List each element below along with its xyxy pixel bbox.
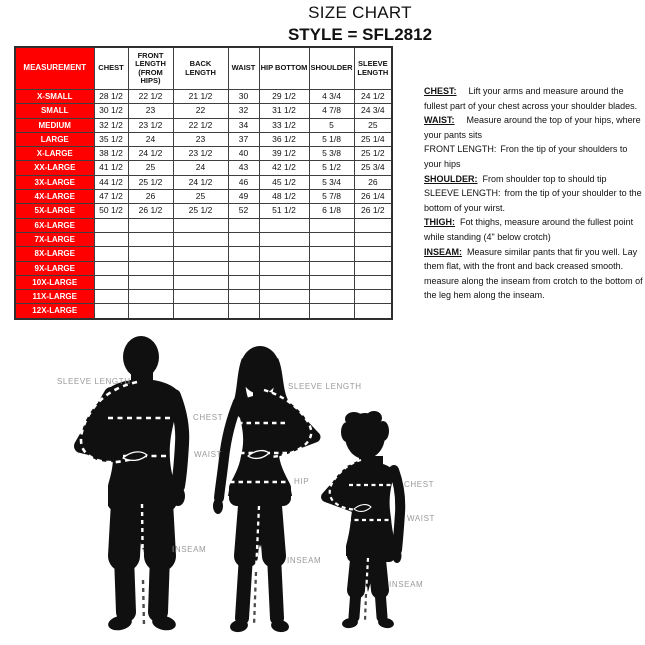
table-row — [15, 190, 392, 204]
size-label-cell: X-SMALL — [15, 90, 94, 104]
value-cell — [354, 304, 392, 319]
value-cell — [309, 275, 354, 289]
column-header-hip-bottom: HIP BOTTOM — [259, 47, 309, 90]
value-cell: 24 1/2 — [128, 147, 173, 161]
table-row — [15, 204, 392, 218]
size-table-body — [15, 90, 392, 319]
value-cell: 39 1/2 — [259, 147, 309, 161]
table-row — [15, 232, 392, 246]
figure-label-chest-adults: CHEST — [193, 413, 224, 422]
column-header-chest: CHEST — [94, 47, 128, 90]
value-cell: 23 1/2 — [128, 118, 173, 132]
value-cell: 43 — [228, 161, 259, 175]
value-cell: 5 7/8 — [309, 190, 354, 204]
value-cell: 26 1/2 — [128, 204, 173, 218]
value-cell: 22 1/2 — [173, 118, 228, 132]
value-cell: 25 — [173, 190, 228, 204]
value-cell: 34 — [228, 118, 259, 132]
size-label-cell: 8X-LARGE — [15, 247, 94, 261]
table-row — [15, 290, 392, 304]
value-cell — [354, 290, 392, 304]
value-cell: 23 — [173, 132, 228, 146]
value-cell — [309, 232, 354, 246]
value-cell: 25 — [128, 161, 173, 175]
value-cell: 6 1/8 — [309, 204, 354, 218]
value-cell: 25 — [354, 118, 392, 132]
size-label-cell: 3X-LARGE — [15, 175, 94, 189]
value-cell — [354, 261, 392, 275]
size-label-cell: 11X-LARGE — [15, 290, 94, 304]
instruction-term: FRONT LENGTH: — [424, 144, 497, 155]
value-cell — [354, 275, 392, 289]
figure-label-inseam-woman: INSEAM — [287, 556, 322, 565]
size-label-cell: 9X-LARGE — [15, 261, 94, 275]
size-label-cell: LARGE — [15, 132, 94, 146]
value-cell: 24 — [128, 132, 173, 146]
value-cell: 25 3/4 — [354, 161, 392, 175]
column-header-sleeve-length: SLEEVE LENGTH — [354, 47, 392, 90]
value-cell: 24 1/2 — [173, 175, 228, 189]
instruction-text: Fot thighs, measure around the fullest point while standing (4" below crotch) — [424, 217, 634, 242]
figure-label-inseam-man: INSEAM — [172, 545, 207, 554]
instruction-term: CHEST: — [424, 86, 457, 96]
value-cell: 5 — [309, 118, 354, 132]
value-cell: 24 1/2 — [354, 90, 392, 104]
value-cell: 50 1/2 — [94, 204, 128, 218]
value-cell: 32 1/2 — [94, 118, 128, 132]
instruction-item — [424, 186, 645, 215]
figure-label-inseam-child: INSEAM — [389, 580, 424, 589]
size-label-cell: XX-LARGE — [15, 161, 94, 175]
value-cell: 45 1/2 — [259, 175, 309, 189]
size-label-cell: 4X-LARGE — [15, 190, 94, 204]
table-row — [15, 132, 392, 146]
column-header-measurement: MEASUREMENT — [15, 47, 94, 90]
table-row — [15, 90, 392, 104]
value-cell: 38 1/2 — [94, 147, 128, 161]
figure-label-hip-woman: HIP — [294, 477, 310, 486]
instruction-text: Measure around the top of your hips, where your pants sits — [424, 115, 641, 140]
value-cell — [259, 304, 309, 319]
value-cell — [128, 247, 173, 261]
child-inseam-line-lower — [365, 594, 366, 621]
value-cell: 36 1/2 — [259, 132, 309, 146]
value-cell: 22 1/2 — [128, 90, 173, 104]
man-sleeve-line — [81, 382, 137, 462]
figure-label-chest-child: CHEST — [404, 480, 435, 489]
value-cell — [173, 275, 228, 289]
value-cell — [309, 218, 354, 232]
value-cell: 21 1/2 — [173, 90, 228, 104]
value-cell — [259, 232, 309, 246]
man-arm-hanging — [174, 396, 182, 486]
table-row — [15, 118, 392, 132]
value-cell — [259, 247, 309, 261]
table-row — [15, 161, 392, 175]
size-chart-table — [14, 46, 393, 320]
value-cell: 33 1/2 — [259, 118, 309, 132]
size-label-cell: MEDIUM — [15, 118, 94, 132]
table-row — [15, 275, 392, 289]
value-cell — [94, 275, 128, 289]
value-cell: 26 1/2 — [354, 204, 392, 218]
value-cell — [128, 218, 173, 232]
value-cell — [228, 218, 259, 232]
value-cell: 5 1/8 — [309, 132, 354, 146]
instruction-term: SLEEVE LENGTH: — [424, 188, 501, 199]
table-row — [15, 247, 392, 261]
value-cell — [94, 304, 128, 319]
value-cell: 48 1/2 — [259, 190, 309, 204]
value-cell: 41 1/2 — [94, 161, 128, 175]
value-cell: 30 1/2 — [94, 104, 128, 118]
instruction-text: from the tip of your shoulder to the bottom of your wirst. — [424, 188, 642, 213]
value-cell — [128, 290, 173, 304]
instruction-text: Measure similar pants that fir you well. Lay them flat, with the front and back creased smooth. measure along the inseam from crotch to the bottom of the leg hem along the inseam. — [424, 246, 643, 301]
figure-label-waist-adults: WAIST — [194, 450, 223, 459]
value-cell — [309, 261, 354, 275]
man-inseam-line-lower — [143, 580, 144, 626]
value-cell — [173, 232, 228, 246]
value-cell — [309, 247, 354, 261]
size-label-cell: 10X-LARGE — [15, 275, 94, 289]
value-cell — [94, 261, 128, 275]
instruction-item — [424, 215, 645, 244]
value-cell: 25 1/4 — [354, 132, 392, 146]
figure-label-waist-child: WAIST — [407, 514, 436, 523]
size-label-cell: X-LARGE — [15, 147, 94, 161]
value-cell: 49 — [228, 190, 259, 204]
value-cell — [228, 275, 259, 289]
value-cell — [354, 247, 392, 261]
value-cell: 47 1/2 — [94, 190, 128, 204]
instruction-text: Fron the tip of your shoulders to your hips — [424, 144, 628, 169]
value-cell — [94, 247, 128, 261]
size-label-cell: SMALL — [15, 104, 94, 118]
value-cell: 23 1/2 — [173, 147, 228, 161]
value-cell: 52 — [228, 204, 259, 218]
instruction-text: Lift your arms and measure around the fullest part of your chest across your shoulder blades. — [424, 86, 638, 111]
value-cell: 25 1/2 — [173, 204, 228, 218]
value-cell: 51 1/2 — [259, 204, 309, 218]
table-header — [15, 47, 392, 90]
value-cell — [94, 290, 128, 304]
value-cell: 37 — [228, 132, 259, 146]
value-cell: 28 1/2 — [94, 90, 128, 104]
value-cell: 26 — [354, 175, 392, 189]
value-cell — [128, 275, 173, 289]
woman-hand — [213, 498, 223, 514]
measuring-instructions — [424, 84, 645, 303]
table-row — [15, 304, 392, 319]
value-cell: 25 1/2 — [128, 175, 173, 189]
value-cell — [128, 304, 173, 319]
instruction-term: SHOULDER: — [424, 173, 478, 184]
value-cell — [259, 290, 309, 304]
figure-label-sleeve-length-woman: SLEEVE LENGTH — [288, 382, 362, 391]
value-cell: 30 — [228, 90, 259, 104]
value-cell: 26 — [128, 190, 173, 204]
page-title: SIZE CHART — [308, 3, 412, 22]
value-cell: 4 3/4 — [309, 90, 354, 104]
table-row — [15, 218, 392, 232]
value-cell — [173, 290, 228, 304]
value-cell: 24 — [173, 161, 228, 175]
value-cell — [173, 304, 228, 319]
instruction-term: THIGH: — [424, 217, 455, 228]
table-row — [15, 261, 392, 275]
value-cell — [228, 261, 259, 275]
value-cell — [173, 247, 228, 261]
value-cell: 22 — [173, 104, 228, 118]
value-cell: 25 1/2 — [354, 147, 392, 161]
value-cell — [259, 261, 309, 275]
table-row — [15, 175, 392, 189]
value-cell — [94, 218, 128, 232]
instruction-item — [424, 172, 645, 187]
value-cell — [173, 261, 228, 275]
value-cell: 24 3/4 — [354, 104, 392, 118]
value-cell — [128, 232, 173, 246]
child-arm-hanging — [394, 470, 400, 550]
value-cell: 23 — [128, 104, 173, 118]
value-cell: 5 3/8 — [309, 147, 354, 161]
value-cell — [173, 218, 228, 232]
size-label-cell: 7X-LARGE — [15, 232, 94, 246]
table-row — [15, 104, 392, 118]
value-cell — [309, 290, 354, 304]
column-header-waist: WAIST — [228, 47, 259, 90]
figure-label-sleeve-length-man: SLEEVE LENGTH — [57, 377, 131, 386]
title-block — [250, 3, 470, 45]
woman-inseam-line-lower — [254, 572, 256, 626]
value-cell: 5 1/2 — [309, 161, 354, 175]
column-header-shoulder: SHOULDER — [309, 47, 354, 90]
value-cell: 35 1/2 — [94, 132, 128, 146]
value-cell — [228, 290, 259, 304]
value-cell: 29 1/2 — [259, 90, 309, 104]
value-cell: 32 — [228, 104, 259, 118]
value-cell — [228, 304, 259, 319]
instruction-term: INSEAM: — [424, 246, 462, 257]
size-label-cell: 5X-LARGE — [15, 204, 94, 218]
value-cell — [94, 232, 128, 246]
value-cell: 5 3/4 — [309, 175, 354, 189]
instruction-item — [424, 142, 645, 171]
size-label-cell: 12X-LARGE — [15, 304, 94, 319]
value-cell — [309, 304, 354, 319]
size-label-cell: 6X-LARGE — [15, 218, 94, 232]
value-cell — [259, 218, 309, 232]
child-head — [345, 413, 385, 459]
value-cell — [354, 218, 392, 232]
value-cell — [128, 261, 173, 275]
value-cell — [259, 275, 309, 289]
value-cell — [228, 247, 259, 261]
instruction-item — [424, 113, 645, 142]
instruction-item — [424, 84, 645, 113]
column-header-front-length: FRONT LENGTH (FROM HIPS) — [128, 47, 173, 90]
column-header-back-length: BACK LENGTH — [173, 47, 228, 90]
instruction-text: From shoulder top to should tip — [482, 173, 607, 184]
style-code: STYLE = SFL2812 — [287, 25, 433, 44]
value-cell — [354, 232, 392, 246]
value-cell: 46 — [228, 175, 259, 189]
table-row — [15, 147, 392, 161]
value-cell: 42 1/2 — [259, 161, 309, 175]
value-cell: 4 7/8 — [309, 104, 354, 118]
value-cell: 31 1/2 — [259, 104, 309, 118]
value-cell — [228, 232, 259, 246]
value-cell: 44 1/2 — [94, 175, 128, 189]
value-cell: 40 — [228, 147, 259, 161]
instruction-item — [424, 245, 645, 303]
value-cell: 26 1/4 — [354, 190, 392, 204]
instruction-term: WAIST: — [424, 115, 455, 126]
